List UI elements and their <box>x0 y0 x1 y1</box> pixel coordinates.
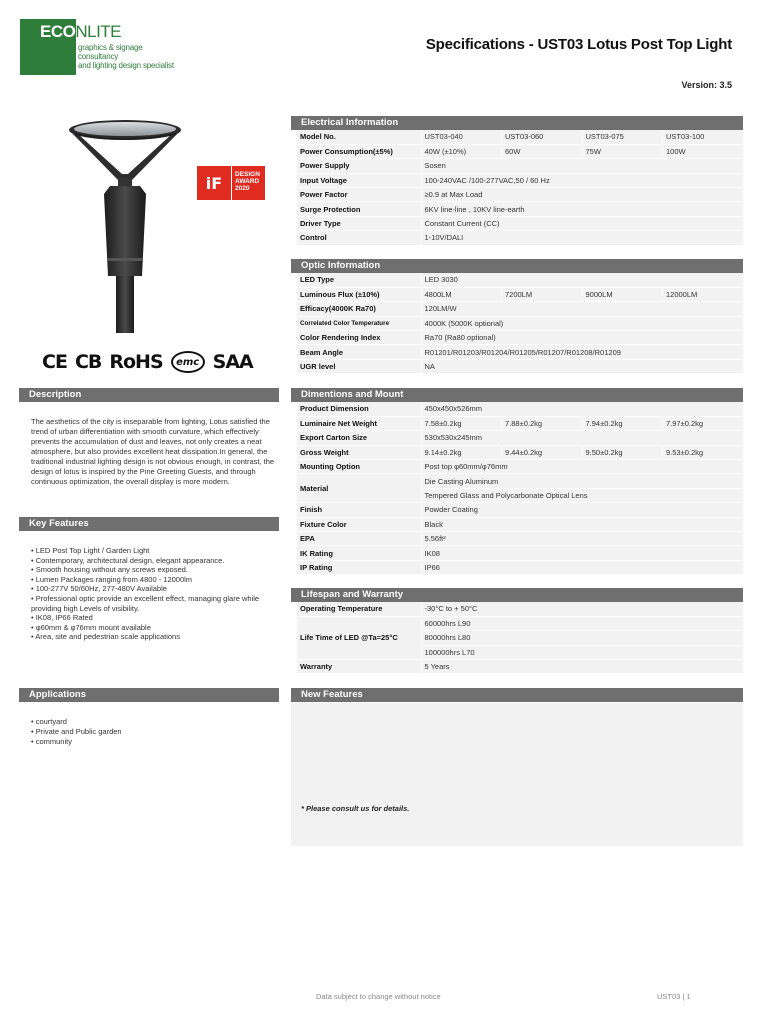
new-features-panel <box>291 703 743 846</box>
spec-label: Power Supply <box>297 159 421 173</box>
footer-notice: Data subject to change without notice <box>316 992 441 1001</box>
dimensions-table <box>297 402 743 575</box>
spec-value: 60000hrs L90 <box>421 616 743 630</box>
list-item: • Professional optic provide an excellent effect, managing glare while providing high Levels of visibility. <box>31 593 260 613</box>
spec-label: Power Factor <box>297 188 421 202</box>
spec-value: 4000K (5000K optional) <box>421 316 743 330</box>
section-header-electrical: Electrical Information <box>291 116 743 130</box>
logo-tagline: graphics & signage consultancy and lighting design specialist <box>78 43 174 70</box>
spec-value: Die Casting Aluminum <box>421 474 743 488</box>
applications-list <box>31 717 281 747</box>
footer-page-number: UST03 | 1 <box>657 992 691 1001</box>
rohs-mark-icon: RoHS <box>109 351 163 373</box>
spec-value: UST03-100 <box>663 130 744 144</box>
product-image <box>60 108 190 333</box>
spec-label: EPA <box>297 532 421 546</box>
list-item: • Lumen Packages ranging from 4800 - 12000lm <box>31 574 193 584</box>
spec-value: 7.58±0.2kg <box>421 416 502 430</box>
section-header-key-features: Key Features <box>19 517 279 531</box>
section-header-optic: Optic Information <box>291 259 743 273</box>
table-row <box>297 130 743 144</box>
table-row <box>297 602 743 616</box>
list-item: • Area, site and pedestrian scale applications <box>31 632 180 642</box>
spec-value: 40W (±10%) <box>421 144 502 158</box>
spec-label: IP Rating <box>297 560 421 574</box>
spec-value: 1-10V/DALI <box>421 231 743 245</box>
cb-mark-icon: CB <box>74 351 102 373</box>
spec-value: Sosen <box>421 159 743 173</box>
spec-label: Operating Temperature <box>297 602 421 616</box>
spec-value: IK08 <box>421 546 743 560</box>
spec-value: Powder Coating <box>421 503 743 517</box>
spec-label: Gross Weight <box>297 445 421 459</box>
spec-value: 60W <box>502 144 583 158</box>
spec-value: Black <box>421 517 743 531</box>
spec-value: 5 Years <box>421 660 743 674</box>
spec-label: Model No. <box>297 130 421 144</box>
spec-value: R01201/R01203/R01204/R01205/R01207/R01208/R01209 <box>421 345 743 359</box>
table-row <box>297 616 743 630</box>
section-header-applications: Applications <box>19 688 279 702</box>
spec-value: 75W <box>582 144 663 158</box>
emc-mark-icon: emc <box>171 351 205 373</box>
spec-value: 9.50±0.2kg <box>582 445 663 459</box>
page-title: Specifications - UST03 Lotus Post Top Light <box>425 36 732 53</box>
spec-value: UST03-075 <box>582 130 663 144</box>
spec-label: Material <box>297 474 421 503</box>
certification-logos <box>42 348 272 376</box>
spec-label: LED Type <box>297 273 421 287</box>
spec-label: Surge Protection <box>297 202 421 216</box>
spec-label: UGR level <box>297 359 421 373</box>
section-header-lifespan: Lifespan and Warranty <box>291 588 743 602</box>
spec-label: Beam Angle <box>297 345 421 359</box>
spec-value: UST03-060 <box>502 130 583 144</box>
spec-label: Efficacy(4000K Ra70) <box>297 302 421 316</box>
logo-text <box>40 23 180 70</box>
spec-value: ≥0.9 at Max Load <box>421 188 743 202</box>
spec-label: Input Voltage <box>297 173 421 187</box>
spec-value: 6KV line-line , 10KV line-earth <box>421 202 743 216</box>
logo-brand: ECONLITE <box>40 22 122 41</box>
description-text: The aesthetics of the city is inseparable from lighting, Lotus satisfied the trend of urban differentiation with smooth curvature, which effectively prevents the accumulation of dust and leaves, not only creates a neat atmosphere, but also provides excellent heat dissipation.In general, the traditional industrial lighting design is not obvious enough, in contrast, the design of lotus is inspired by the Pine Greeting Guests, and through continuous optimization, the overall display is more modern. <box>31 417 275 486</box>
table-row <box>297 173 743 187</box>
spec-value: Ra70 (Ra80 optional) <box>421 331 743 345</box>
spec-value: 7.94±0.2kg <box>582 416 663 430</box>
spec-label: Color Rendering Index <box>297 331 421 345</box>
company-logo <box>20 19 173 75</box>
spec-value: 7200LM <box>502 287 583 301</box>
spec-value: 5.56ft² <box>421 532 743 546</box>
spec-value: -30°C to + 50°C <box>421 602 743 616</box>
table-row <box>297 416 743 430</box>
spec-value: 9.44±0.2kg <box>502 445 583 459</box>
spec-value: Constant Current (CC) <box>421 216 743 230</box>
spec-value: 450x450x526mm <box>421 402 743 416</box>
table-row <box>297 316 743 330</box>
new-features-note: * Please consult us for details. <box>301 804 410 813</box>
ce-mark-icon: CE <box>42 351 67 373</box>
spec-value: IP66 <box>421 560 743 574</box>
if-logo-icon: iF <box>197 166 231 200</box>
electrical-table <box>297 130 743 246</box>
spec-value: 9000LM <box>582 287 663 301</box>
list-item: • Smooth housing without any screws exposed. <box>31 565 188 575</box>
table-row <box>297 287 743 301</box>
key-features-list <box>31 546 281 642</box>
spec-label: Power Consumption(±5%) <box>297 144 421 158</box>
spec-value: 9.53±0.2kg <box>663 445 744 459</box>
list-item: • 100-277V 50/60Hz, 277-480V Available <box>31 584 167 594</box>
table-row <box>297 144 743 158</box>
spec-label: Fixture Color <box>297 517 421 531</box>
table-row <box>297 532 743 546</box>
spec-value: NA <box>421 359 743 373</box>
spec-value: 530x530x245mm <box>421 431 743 445</box>
table-row <box>297 546 743 560</box>
spec-value: 100W <box>663 144 744 158</box>
table-row <box>297 159 743 173</box>
spec-value: 9.14±0.2kg <box>421 445 502 459</box>
table-row <box>297 445 743 459</box>
section-header-description: Description <box>19 388 279 402</box>
table-row <box>297 560 743 574</box>
spec-label: Correlated Color Temperature <box>297 316 421 330</box>
table-row <box>297 359 743 373</box>
list-item: • Contemporary, architectural design, elegant appearance. <box>31 555 225 565</box>
list-item: • LED Post Top Light / Garden Light <box>31 546 150 555</box>
spec-label: Control <box>297 231 421 245</box>
spec-label: IK Rating <box>297 546 421 560</box>
list-item: • Private and Public garden <box>31 727 122 736</box>
table-row <box>297 188 743 202</box>
spec-value: LED 3030 <box>421 273 743 287</box>
spec-value: 80000hrs L80 <box>421 631 743 645</box>
table-row <box>297 503 743 517</box>
list-item: • IK08, IP66 Rated <box>31 613 93 623</box>
version-label: Version: 3.5 <box>681 80 732 90</box>
table-row <box>297 202 743 216</box>
saa-mark-icon: SAA <box>212 351 253 373</box>
table-row <box>297 474 743 488</box>
spec-value: 100000hrs L70 <box>421 645 743 659</box>
if-design-award-badge <box>197 166 265 200</box>
section-header-new-features: New Features <box>291 688 743 702</box>
spec-label: Export Carton Size <box>297 431 421 445</box>
optic-table <box>297 273 743 374</box>
table-row <box>297 231 743 245</box>
section-header-dimensions: Dimentions and Mount <box>291 388 743 402</box>
list-item: • φ60mm & φ76mm mount available <box>31 622 151 632</box>
spec-value: 7.88±0.2kg <box>502 416 583 430</box>
spec-label: Product Dimension <box>297 402 421 416</box>
table-row <box>297 402 743 416</box>
spec-value: 100-240VAC /100-277VAC,50 / 60 Hz <box>421 173 743 187</box>
spec-value: 120LM/W <box>421 302 743 316</box>
table-row <box>297 517 743 531</box>
list-item: • community <box>31 737 72 746</box>
spec-value: UST03-040 <box>421 130 502 144</box>
spec-value: Tempered Glass and Polycarbonate Optical Lens <box>421 488 743 502</box>
table-row <box>297 345 743 359</box>
spec-label: Mounting Option <box>297 460 421 474</box>
spec-label: Luminaire Net Weight <box>297 416 421 430</box>
spec-label: Warranty <box>297 660 421 674</box>
list-item: • courtyard <box>31 717 67 726</box>
award-label: DESIGN AWARD 2020 <box>231 166 265 200</box>
table-row <box>297 331 743 345</box>
table-row <box>297 273 743 287</box>
spec-value: Post top φ60mm/φ76mm <box>421 460 743 474</box>
table-row <box>297 460 743 474</box>
table-row <box>297 302 743 316</box>
table-row <box>297 660 743 674</box>
spec-value: 12000LM <box>663 287 744 301</box>
lifespan-table <box>297 602 743 674</box>
table-row <box>297 216 743 230</box>
spec-label: Luminous Flux (±10%) <box>297 287 421 301</box>
spec-value: 4800LM <box>421 287 502 301</box>
table-row <box>297 431 743 445</box>
spec-value: 7.97±0.2kg <box>663 416 744 430</box>
spec-label: Life Time of LED @Ta=25°C <box>297 616 421 659</box>
spec-label: Finish <box>297 503 421 517</box>
spec-label: Driver Type <box>297 216 421 230</box>
